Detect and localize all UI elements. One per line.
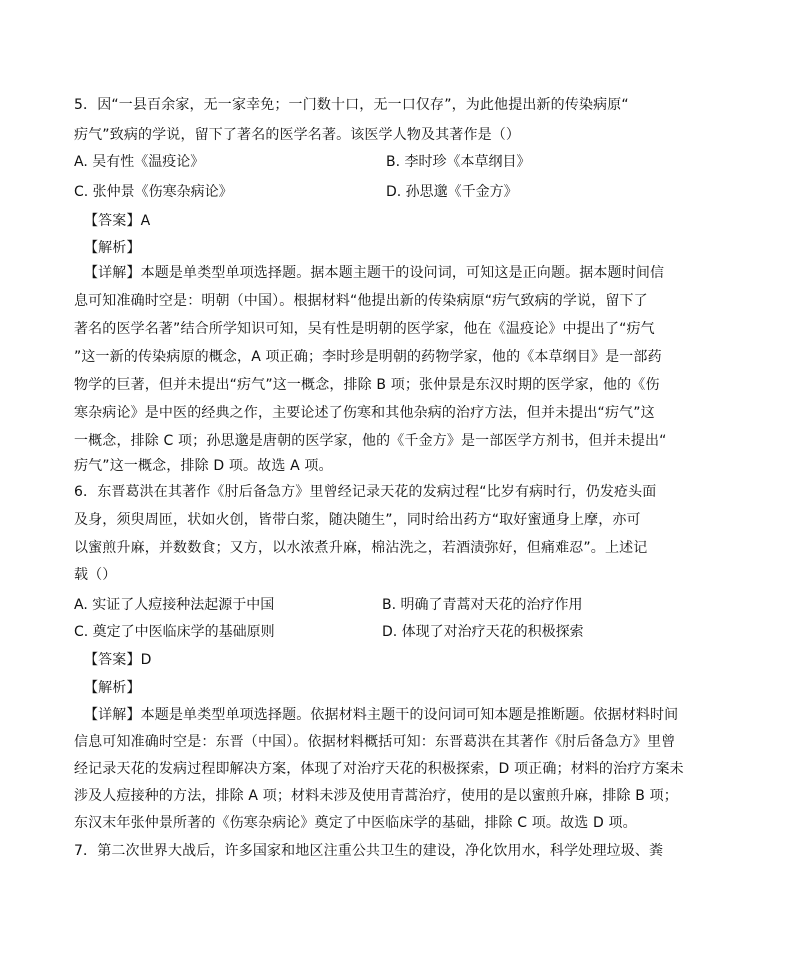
q6-detail-line-4: 涉及人痘接种的方法，排除 A 项；材料未涉及使用青蒿治疗，使用的是以蜜煎升麻，排除 B 项； xyxy=(74,788,678,804)
q7-stem-line-1: 7．第二次世界大战后，许多国家和地区注重公共卫生的建设，净化饮用水，科学处理垃圾、粪 xyxy=(74,843,664,859)
q6-option-d: D. 体现了对治疗天花的积极探索 xyxy=(382,624,584,640)
q5-detail-line-4: ”这一新的传染病原的概念，A 项正确；李时珍是明朝的药物学家，他的《本草纲目》是一部药 xyxy=(74,349,662,365)
q6-analysis-label: 【解析】 xyxy=(84,680,141,696)
q5-option-b: B. 李时珍《本草纲目》 xyxy=(386,154,531,170)
q5-stem-line-1: 5．因“一县百余家，无一家幸免；一门数十口，无一口仅存”，为此他提出新的传染病原“ xyxy=(74,97,629,113)
q5-option-d: D. 孙思邈《千金方》 xyxy=(386,184,518,200)
q6-option-b: B. 明确了青蒿对天花的治疗作用 xyxy=(382,597,583,613)
q5-stem-line-2: 疠气”致病的学说，留下了著名的医学名著。该医学人物及其著作是（） xyxy=(74,127,521,143)
q6-stem-line-3: 以蜜煎升麻，并数数食；又方，以水浓煮升麻，棉沾洗之，若酒渍弥好，但痛难忍”。上述记 xyxy=(74,540,648,556)
q6-detail-line-3: 经记录天花的发病过程即解决方案，体现了对治疗天花的积极探索，D 项正确；材料的治疗方案未 xyxy=(74,761,684,777)
q5-option-a: A. 吴有性《温疫论》 xyxy=(74,154,205,170)
q6-detail-line-5: 东汉末年张仲景所著的《伤寒杂病论》奠定了中医临床学的基础，排除 C 项。故选 D 项。 xyxy=(74,815,637,831)
q6-option-c: C. 奠定了中医临床学的基础原则 xyxy=(74,624,275,640)
q6-stem-line-2: 及身，须臾周匝，状如火创，皆带白浆，随决随生”，同时给出药方“取好蜜通身上摩，亦可 xyxy=(74,512,641,528)
q5-detail-line-2: 息可知准确时空是：明朝（中国）。根据材料“他提出新的传染病原“疠气致病的学说，留下了 xyxy=(74,293,648,309)
q6-option-a: A. 实证了人痘接种法起源于中国 xyxy=(74,597,275,613)
q5-detail-line-3: 著名的医学名著”结合所学知识可知，吴有性是明朝的医学家，他在《温疫论》中提出了“疠气 xyxy=(74,321,655,337)
q6-detail-line-1: 【详解】本题是单类型单项选择题。依据材料主题干的设问词可知本题是推断题。依据材料时间 xyxy=(84,707,679,723)
q5-detail-line-1: 【详解】本题是单类型单项选择题。据本题主题干的设问词，可知这是正向题。据本题时间信 xyxy=(84,265,665,281)
q5-answer: 【答案】A xyxy=(84,213,151,229)
q6-detail-line-2: 信息可知准确时空是：东晋（中国）。依据材料概括可知：东晋葛洪在其著作《肘后备急方》里曾 xyxy=(74,734,676,750)
q5-analysis-label: 【解析】 xyxy=(84,240,141,256)
q5-option-c: C. 张仲景《伤寒杂病论》 xyxy=(74,184,233,200)
q5-detail-line-8: 疠气”这一概念，排除 D 项。故选 A 项。 xyxy=(74,458,333,474)
q5-detail-line-5: 物学的巨著，但并未提出“疠气”这一概念，排除 B 项；张仲景是东汉时期的医学家，他的《伤 xyxy=(74,377,660,393)
q5-detail-line-6: 寒杂病论》是中医的经典之作，主要论述了伤寒和其他杂病的治疗方法，但并未提出“疠气”这 xyxy=(74,405,655,421)
q6-answer: 【答案】D xyxy=(84,652,152,668)
q5-detail-line-7: 一概念，排除 C 项；孙思邈是唐朝的医学家，他的《千金方》是一部医学方剂书，但并未提出“ xyxy=(74,433,667,449)
q6-stem-line-4: 载（） xyxy=(74,567,117,583)
q6-stem-line-1: 6．东晋葛洪在其著作《肘后备急方》里曾经记录天花的发病过程“比岁有病时行，仍发疮头面 xyxy=(74,484,657,500)
